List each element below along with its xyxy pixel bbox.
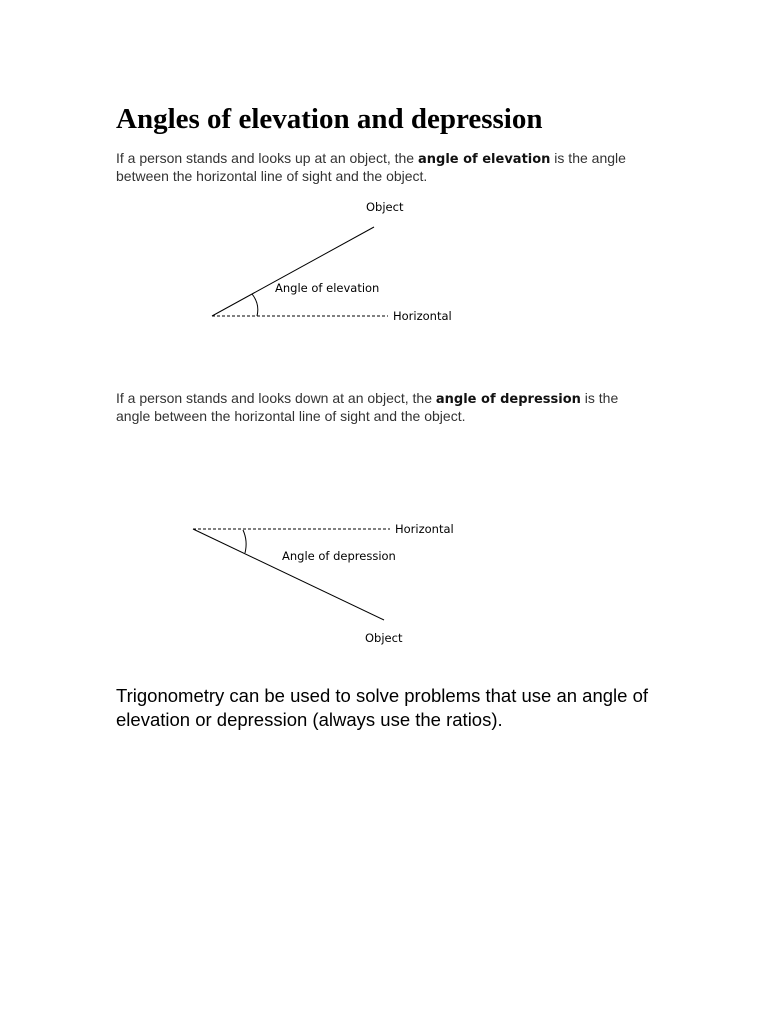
elevation-term: angle of elevation — [417, 152, 551, 167]
trigonometry-paragraph: Trigonometry can be used to solve problems that use an angle of elevation or depression (always use the ratios). — [116, 685, 649, 730]
depression-horizontal-label: Horizontal — [395, 522, 454, 536]
elevation-diagram — [0, 190, 768, 330]
elevation-paragraph — [116, 150, 656, 185]
depression-sight-line — [193, 529, 384, 620]
elevation-text-after: is the angle between the horizontal line of sight and the object. — [116, 150, 626, 184]
depression-paragraph — [116, 390, 656, 425]
depression-object-label: Object — [365, 631, 403, 645]
elevation-horizontal-label: Horizontal — [393, 309, 452, 323]
elevation-object-label: Object — [366, 200, 404, 214]
depression-diagram — [0, 505, 768, 650]
depression-angle-label: Angle of depression — [282, 549, 396, 563]
depression-term: angle of depression — [435, 392, 581, 407]
elevation-sight-line — [212, 227, 374, 316]
page-title: Angles of elevation and depression — [116, 103, 543, 135]
depression-text-after: is the angle between the horizontal line of sight and the object. — [116, 390, 619, 424]
depression-angle-arc — [243, 530, 246, 553]
depression-text-before: If a person stands and looks down at an object, the — [116, 390, 436, 406]
elevation-text-before: If a person stands and looks up at an object, the — [116, 150, 418, 166]
elevation-angle-label: Angle of elevation — [275, 281, 380, 295]
elevation-angle-arc — [252, 294, 258, 316]
